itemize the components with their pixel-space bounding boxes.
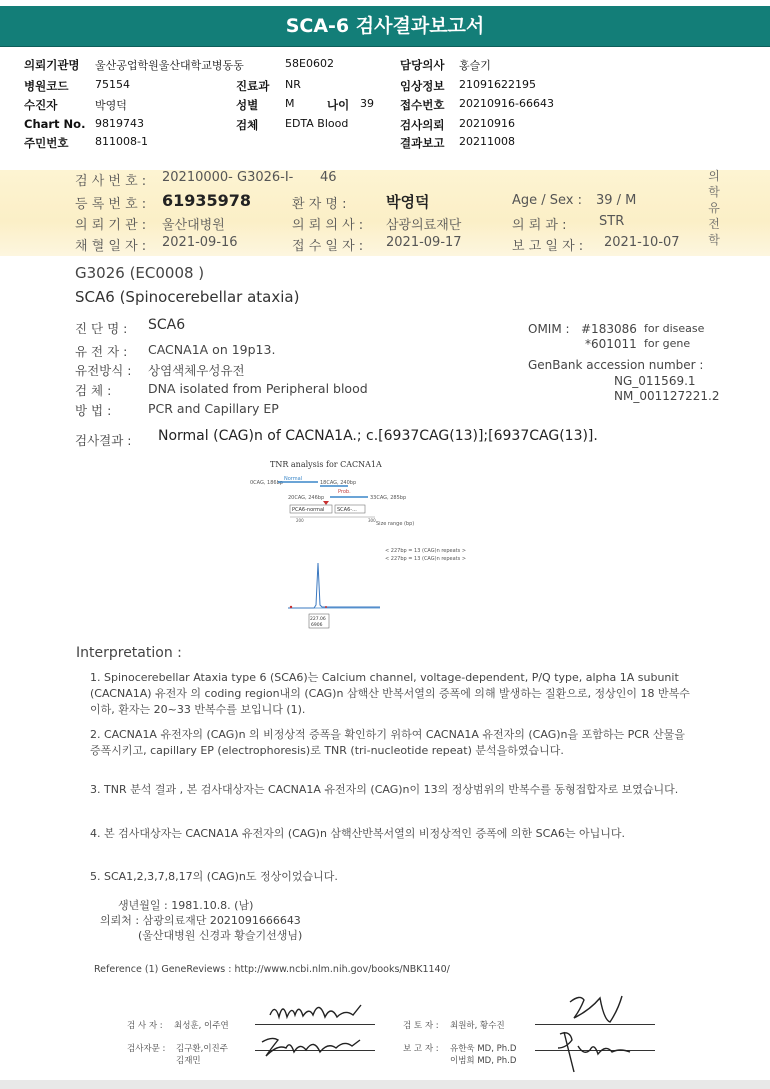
- inherit-label: 유전방식 :: [75, 363, 132, 378]
- omim-disease-note: for disease: [644, 322, 705, 335]
- gene-label: 유 전 자 :: [75, 344, 128, 359]
- client-info: 의뢰처 : 삼광의료재단 2021091666643: [100, 914, 301, 927]
- genbank-ng: NG_011569.1: [614, 374, 696, 388]
- header-value: 9819743: [95, 117, 144, 130]
- receive-label: 접 수 일 자 :: [292, 239, 364, 254]
- header-value: 21091622195: [459, 78, 536, 91]
- reviewer-signature: [560, 990, 630, 1030]
- report-date-label: 보 고 일 자 :: [512, 239, 584, 254]
- advisor-value-1: 김구환,이진주: [176, 1044, 228, 1054]
- header-value: EDTA Blood: [285, 117, 349, 130]
- age-sex-label: Age / Sex :: [512, 193, 583, 208]
- label-20cag: 20CAG, 246bp: [288, 495, 325, 501]
- vertical-char: 학: [708, 233, 720, 247]
- header-label: 검체: [236, 118, 259, 132]
- test-name: SCA6 (Spinocerebellar ataxia): [75, 288, 300, 306]
- header-value: 20210916: [459, 117, 515, 130]
- label-0cag: 0CAG, 186bp: [250, 480, 283, 486]
- interp-paragraph-5: 5. SCA1,2,3,7,8,17의 (CAG)n도 정상이었습니다.: [90, 870, 338, 883]
- header-value: 홍슬기: [459, 59, 491, 72]
- peak-label-size: 227.06: [310, 617, 326, 622]
- method-value: PCR and Capillary EP: [148, 401, 279, 416]
- label-33cag: 33CAG, 285bp: [370, 495, 407, 501]
- reviewer-label: 검 토 자 :: [403, 1021, 439, 1031]
- vertical-char: 의: [708, 169, 720, 183]
- examiner-value: 최성훈, 이주연: [174, 1021, 229, 1031]
- header-label: 수진자: [24, 98, 58, 112]
- interp-paragraph-3: 3. TNR 분석 결과 , 본 검사대상자는 CACNA1A 유전자의 (CAG)n이 13의 정상범위의 반복수를 동형접합자로 보였습니다.: [90, 783, 679, 796]
- report-date-value: 2021-10-07: [604, 235, 680, 250]
- age-value: 39: [360, 97, 374, 110]
- vertical-char: 학: [708, 185, 720, 199]
- label-normal: Normal: [284, 476, 303, 482]
- header-value: 20211008: [459, 135, 515, 148]
- interpretation-heading: Interpretation :: [76, 645, 182, 661]
- header-value: 75154: [95, 78, 130, 91]
- header-value: 58E0602: [285, 57, 334, 70]
- header-label: 검사의뢰: [400, 118, 445, 132]
- interp-paragraph-1: 1. Spinocerebellar Ataxia type 6 (SCA6)는 Calcium channel, voltage-dependent, P/Q type, alpha 1A subunit (CACNA1A) 유전자 의 coding region내의 (CAG)n 삼핵산 반복서열의 증폭에 의해 발생하는 질환으로, 정상인이 18 반복수 이하, 환자는 20~33 반복수를 보입니다 (1).: [90, 671, 690, 716]
- reporter-signature: [540, 1026, 640, 1076]
- exam-no-suffix: 46: [320, 170, 337, 185]
- header-label: Chart No.: [24, 117, 86, 131]
- box-pca6: PCA6-normal: [292, 507, 325, 513]
- age-sex-value: 39 / M: [596, 193, 637, 208]
- exam-no-label: 검 사 번 호 :: [75, 174, 147, 189]
- header-value: M: [285, 97, 295, 110]
- vertical-char: 전: [708, 217, 720, 231]
- doctor-value: 삼광의료재단: [386, 218, 462, 233]
- diag-value: SCA6: [148, 317, 186, 333]
- tick-end: 300: [368, 518, 376, 523]
- omim-disease-id: #183086: [581, 322, 637, 336]
- repeat-line-1: < 227bp = 13 (CAG)n repeats >: [385, 548, 467, 554]
- reviewer-value: 최원하, 황수진: [450, 1021, 505, 1031]
- dept-value: STR: [599, 214, 625, 229]
- genbank-label: GenBank accession number :: [528, 358, 704, 372]
- collect-label: 채 혈 일 자 :: [75, 239, 147, 254]
- advisor-signature: [258, 1030, 368, 1062]
- omim-gene-note: for gene: [644, 337, 691, 350]
- label-18cag: 18CAG, 240bp: [320, 480, 357, 486]
- patient-label: 환 자 명 :: [292, 197, 347, 212]
- result-value: Normal (CAG)n of CACNA1A.; c.[6937CAG(13)];[6937CAG(13)].: [158, 428, 598, 444]
- inherit-value: 상염색체우성유전: [148, 363, 245, 378]
- interp-paragraph-4: 4. 본 검사대상자는 CACNA1A 유전자의 (CAG)n 삼핵산반복서열의 비정상적인 증폭에 의한 SCA6는 아닙니다.: [90, 827, 625, 840]
- reporter-label: 보 고 자 :: [403, 1044, 439, 1054]
- reg-no-label: 등 록 번 호 :: [75, 197, 147, 212]
- collect-value: 2021-09-16: [162, 235, 238, 250]
- reg-no-value: 61935978: [162, 191, 252, 210]
- gene-value: CACNA1A on 19p13.: [148, 342, 276, 357]
- advisor-label: 검사자문 :: [127, 1044, 166, 1054]
- header-label: 병원코드: [24, 79, 69, 93]
- dept-label: 의 뢰 과 :: [512, 218, 567, 233]
- omim-gene-id: *601011: [585, 337, 637, 351]
- receive-value: 2021-09-17: [386, 235, 462, 250]
- specimen-label: 검 체 :: [75, 383, 112, 398]
- tick-start: 200: [296, 518, 304, 523]
- inst-value: 울산대병원: [162, 218, 225, 233]
- diag-label: 진 단 명 :: [75, 321, 128, 336]
- patient-value: 박영덕: [386, 193, 430, 211]
- reporter-value-2: 이범희 MD, Ph.D: [450, 1056, 517, 1066]
- result-label: 검사결과 :: [75, 433, 132, 448]
- header-value: 20210916-66643: [459, 97, 554, 110]
- specimen-value: DNA isolated from Peripheral blood: [148, 381, 368, 396]
- box-sca6: SCA6-...: [337, 507, 357, 513]
- header-label: 성별: [236, 98, 259, 112]
- client-note: (울산대병원 신경과 황슬기선생님): [138, 929, 303, 942]
- report-title: SCA-6 검사결과보고서: [0, 6, 770, 46]
- advisor-value-2: 김재민: [176, 1056, 201, 1066]
- test-code: G3026 (EC0008 ): [75, 264, 205, 282]
- examiner-label: 검 사 자 :: [127, 1021, 163, 1031]
- peak-label-height: 6906: [311, 623, 323, 628]
- genbank-nm: NM_001127221.2: [614, 389, 720, 403]
- doctor-label: 의 뢰 의 사 :: [292, 218, 364, 233]
- header-label: 의뢰기관명: [24, 58, 80, 72]
- tnr-figure: [240, 455, 510, 640]
- header-label: 접수번호: [400, 98, 445, 112]
- repeat-line-2: < 227bp = 13 (CAG)n repeats >: [385, 556, 467, 562]
- header-value: 박영덕: [95, 99, 127, 112]
- examiner-signature: [265, 995, 375, 1027]
- page-footer-bar: [0, 1080, 770, 1089]
- label-prob: Prob.: [338, 489, 351, 495]
- vertical-char: 유: [708, 201, 720, 215]
- header-value: NR: [285, 78, 301, 91]
- reporter-value-1: 유한욱 MD, Ph.D: [450, 1044, 517, 1054]
- figure-title: TNR analysis for CACNA1A: [270, 460, 382, 469]
- inst-label: 의 뢰 기 관 :: [75, 218, 147, 233]
- interp-paragraph-2: 2. CACNA1A 유전자의 (CAG)n 의 비정상적 증폭을 확인하기 위하여 CACNA1A 유전자의 (CAG)n을 포함하는 PCR 산물을 증폭시키고, capillary EP (electrophoresis)로 TNR (tri-nucleotide repeat) 분석을하였습니다.: [90, 728, 685, 757]
- header-label: 진료과: [236, 79, 270, 93]
- birth-date: 생년월일 : 1981.10.8. (남): [118, 899, 254, 912]
- age-label: 나이: [327, 98, 350, 112]
- exam-no-value: 20210000- G3026-I-: [162, 170, 294, 185]
- header-label: 임상정보: [400, 79, 445, 93]
- header-label: 주민번호: [24, 136, 69, 150]
- reference: Reference (1) GeneReviews : http://www.ncbi.nlm.nih.gov/books/NBK1140/: [94, 964, 450, 975]
- title-divider: [0, 46, 770, 47]
- omim-label: OMIM :: [528, 322, 570, 336]
- header-value: 울산공업학원울산대학교병동동: [95, 59, 244, 72]
- size-axis: Size range (bp): [376, 521, 415, 527]
- method-label: 방 법 :: [75, 403, 112, 418]
- header-label: 결과보고: [400, 136, 445, 150]
- header-value: 811008-1: [95, 135, 148, 148]
- dept-vertical-label: [706, 168, 722, 248]
- header-label: 담당의사: [400, 58, 445, 72]
